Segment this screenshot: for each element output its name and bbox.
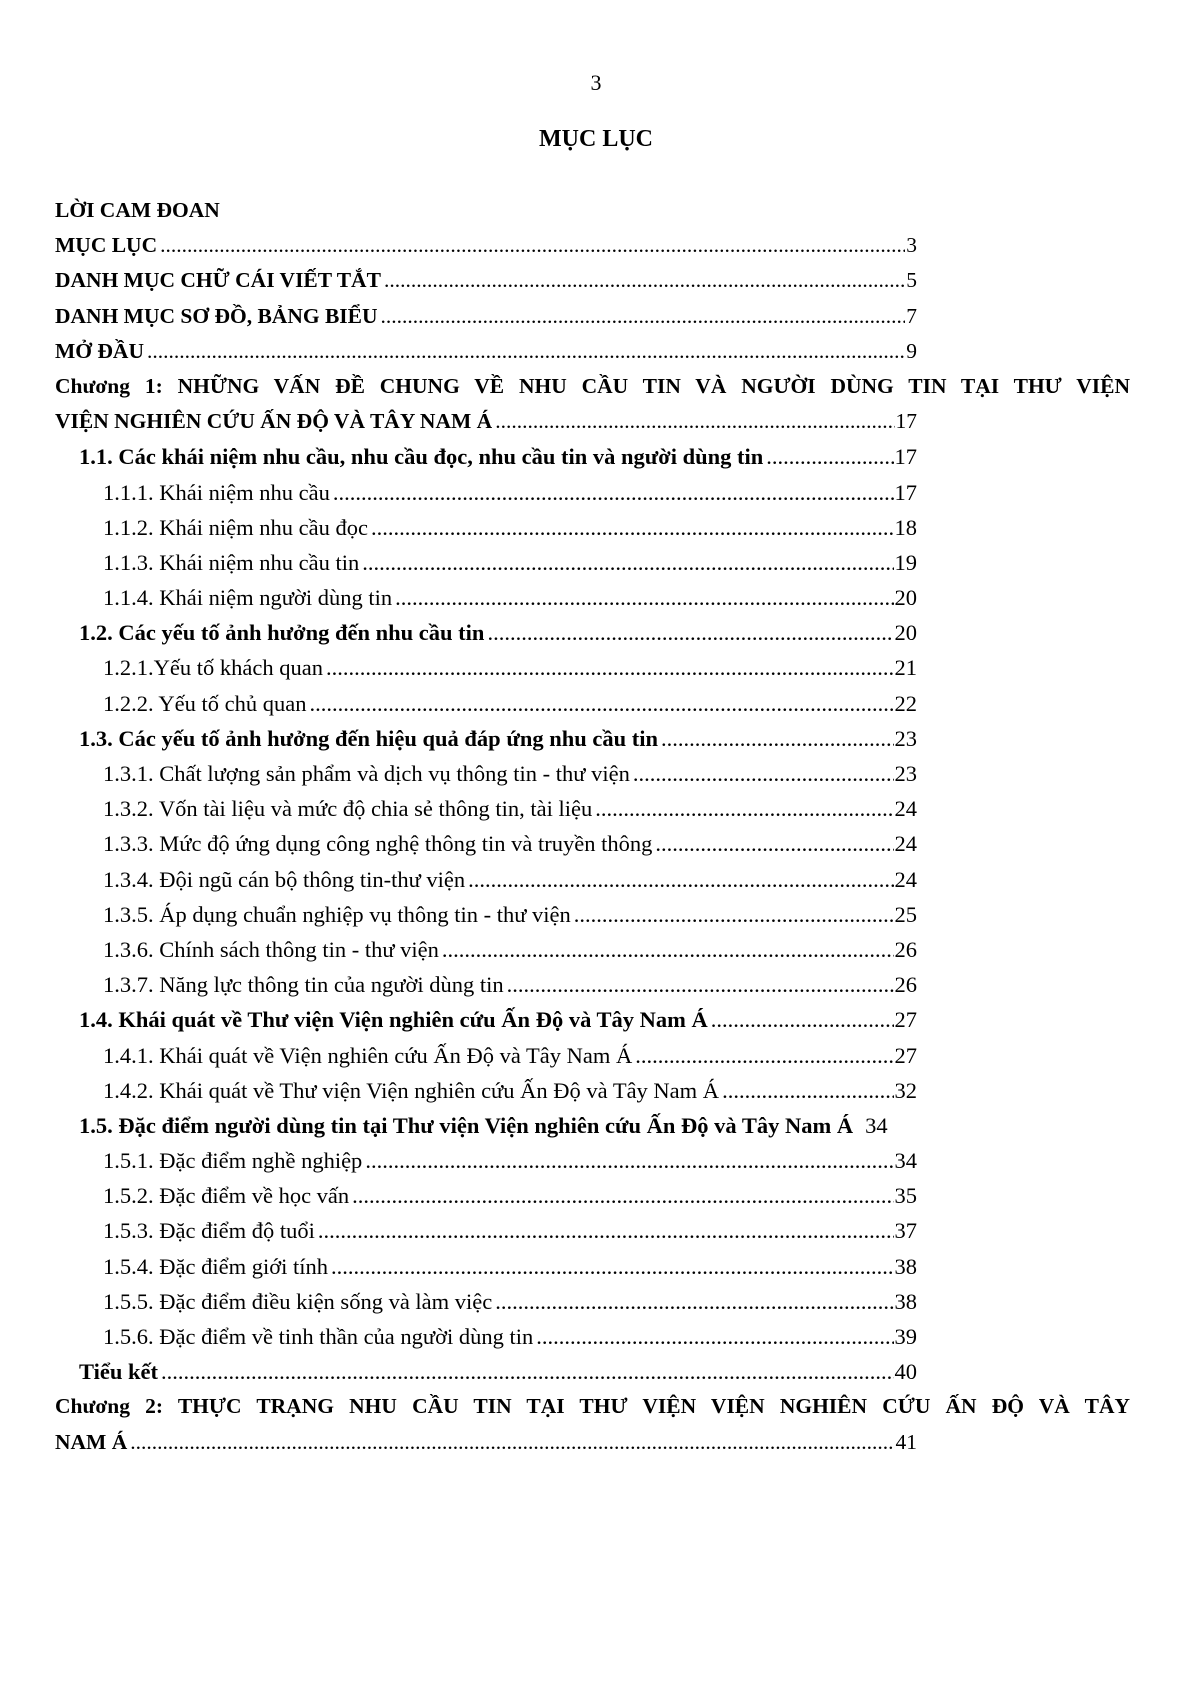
- dot-leader: [766, 439, 893, 474]
- toc-entry-1-4-2[interactable]: [55, 1073, 1130, 1108]
- page-title: MỤC LỤC: [539, 126, 653, 152]
- toc-page-number: 7: [906, 303, 917, 328]
- toc-entry-1-3-7[interactable]: [55, 967, 1130, 1002]
- toc-page-number: 27: [894, 1042, 917, 1068]
- dot-leader: [635, 1038, 893, 1073]
- toc-entry-1-5[interactable]: [55, 1108, 1130, 1143]
- toc-page-number: 25: [894, 901, 917, 927]
- toc-page-number: 3: [906, 233, 917, 258]
- toc-entry-1-1-4[interactable]: [55, 580, 1130, 615]
- toc-page-number: 19: [894, 549, 917, 575]
- toc-entry-1-2-1[interactable]: [55, 650, 1130, 685]
- toc-entry-title: 1.3.5. Áp dụng chuẩn nghiệp vụ thông tin - thư viện: [103, 901, 571, 927]
- toc-entry-title: MỤC LỤC: [55, 233, 158, 258]
- dot-leader: [711, 1002, 894, 1037]
- toc-page-number: 18: [894, 514, 917, 540]
- toc-entry-title: 1.3.6. Chính sách thông tin - thư viện: [103, 936, 439, 962]
- toc-page-number: 35: [894, 1183, 917, 1209]
- toc-page-number: 26: [894, 972, 917, 998]
- dot-leader: [574, 897, 894, 932]
- toc-entry-1-3-3[interactable]: [55, 826, 1130, 861]
- toc-page-number: 24: [894, 866, 917, 892]
- dot-leader: [331, 1249, 894, 1284]
- toc-entry-1-5-1[interactable]: [55, 1143, 1130, 1178]
- toc-entry-title: 1.5.4. Đặc điểm giới tính: [103, 1253, 328, 1279]
- toc-entry-title: 1.5.3. Đặc điểm độ tuổi: [103, 1218, 315, 1244]
- toc-entry-1-1[interactable]: [55, 439, 1130, 474]
- dot-leader: [468, 862, 893, 897]
- toc-entry-title: 1.2.2. Yếu tố chủ quan: [103, 690, 307, 716]
- toc-entry-title: 1.3.1. Chất lượng sản phẩm và dịch vụ thông tin - thư viện: [103, 761, 630, 786]
- toc-entry-title: 1.1.4. Khái niệm người dùng tin: [103, 585, 393, 611]
- dot-leader: [365, 1143, 893, 1178]
- toc-entry-muc-luc[interactable]: [55, 228, 1130, 263]
- toc-page-number: 24: [894, 831, 917, 857]
- dot-leader: [161, 1354, 894, 1389]
- toc-entry-title: 1.1. Các khái niệm nhu cầu, nhu cầu đọc, nhu cầu tin và người dùng tin: [79, 444, 764, 470]
- dot-leader: [655, 826, 893, 861]
- toc-entry-1-4-1[interactable]: [55, 1038, 1130, 1073]
- toc-entry-1-3-6[interactable]: [55, 932, 1130, 967]
- toc-entry-1-3-5[interactable]: [55, 897, 1130, 932]
- toc-entry-title: 1.4.2. Khái quát về Thư viện Viện nghiên cứu Ấn Độ và Tây Nam Á: [103, 1077, 720, 1103]
- toc-entry-title: 1.3.2. Vốn tài liệu và mức độ chia sẻ thông tin, tài liệu: [103, 796, 593, 822]
- toc-entry-1-3-1[interactable]: [55, 756, 1130, 791]
- dot-leader: [595, 791, 893, 826]
- dot-leader: [722, 1073, 893, 1108]
- toc-entry-title: Chương 2: THỰC TRẠNG NHU CẦU TIN TẠI THƯ VIỆN VIỆN NGHIÊN CỨU ẤN ĐỘ VÀ TÂY: [55, 1394, 1130, 1419]
- toc-entry-title: 1.5.2. Đặc điểm về học vấn: [103, 1183, 350, 1209]
- toc-page-number: 20: [894, 620, 917, 646]
- toc-page-number: 23: [894, 725, 917, 751]
- toc-entry-1-5-6[interactable]: [55, 1319, 1130, 1354]
- toc-entry-1-1-1[interactable]: [55, 475, 1130, 510]
- toc-entry-title: DANH MỤC SƠ ĐỒ, BẢNG BIỂU: [55, 303, 378, 328]
- dot-leader: [318, 1213, 894, 1248]
- dot-leader: [495, 1284, 893, 1319]
- dot-leader: [130, 1425, 894, 1460]
- dot-leader: [381, 299, 906, 334]
- dot-leader: [371, 510, 894, 545]
- toc-entry-1-5-3[interactable]: [55, 1213, 1130, 1248]
- toc-entry-title: 1.3.7. Năng lực thông tin của người dùng tin: [103, 972, 504, 998]
- toc-page-number: 26: [894, 936, 917, 962]
- dot-leader: [487, 615, 893, 650]
- toc-entry-title: 1.2. Các yếu tố ảnh hưởng đến nhu cầu tin: [79, 620, 485, 646]
- toc-entry-1-5-5[interactable]: [55, 1284, 1130, 1319]
- toc-entry-title: 1.5. Đặc điểm người dùng tin tại Thư viện Viện nghiên cứu Ấn Độ và Tây Nam Á: [79, 1112, 854, 1138]
- toc-entry-1-3[interactable]: [55, 721, 1130, 756]
- dot-leader: [147, 334, 905, 369]
- toc-entry-1-2[interactable]: [55, 615, 1130, 650]
- toc-entry-title: VIỆN NGHIÊN CỨU ẤN ĐỘ VÀ TÂY NAM Á: [55, 409, 493, 434]
- toc-entry-1-5-4[interactable]: [55, 1249, 1130, 1284]
- toc-page-number: 17: [895, 409, 917, 434]
- toc-entry-title: Tiểu kết: [79, 1359, 158, 1385]
- toc-page-number: 23: [894, 761, 917, 786]
- toc-entry-title: 1.5.1. Đặc điểm nghề nghiệp: [103, 1148, 363, 1174]
- toc-entry-1-3-4[interactable]: [55, 862, 1130, 897]
- toc-entry-title: 1.1.2. Khái niệm nhu cầu đọc: [103, 514, 368, 540]
- toc-page-number: 17: [894, 479, 917, 505]
- toc-page-number: 20: [894, 585, 917, 611]
- toc-entry-title: MỞ ĐẦU: [55, 338, 144, 363]
- toc-entry-title: 1.4. Khái quát về Thư viện Viện nghiên cứu Ấn Độ và Tây Nam Á: [79, 1007, 708, 1033]
- toc-entry-chuong-1-cont[interactable]: [55, 404, 1130, 439]
- toc-entry-tieu-ket[interactable]: [55, 1354, 1130, 1389]
- dot-leader: [362, 545, 893, 580]
- toc-entry-mo-dau[interactable]: [55, 334, 1130, 369]
- toc-entry-title: 1.2.1.Yếu tố khách quan: [103, 655, 323, 681]
- dot-leader: [326, 650, 894, 685]
- toc-page-number: 27: [894, 1007, 917, 1033]
- toc-entry-title: DANH MỤC CHỮ CÁI VIẾT TẮT: [55, 268, 381, 293]
- toc-entry-1-5-2[interactable]: [55, 1178, 1130, 1213]
- toc-page-number: 38: [894, 1253, 917, 1279]
- toc-page-number: 38: [894, 1288, 917, 1314]
- toc-entry-loi-cam-doan[interactable]: [55, 193, 1130, 228]
- toc-entry-1-3-2[interactable]: [55, 791, 1130, 826]
- toc-entry-danh-muc-so-do[interactable]: [55, 299, 1130, 334]
- toc-entry-title: Chương 1: NHỮNG VẤN ĐỀ CHUNG VỀ NHU CẦU TIN VÀ NGƯỜI DÙNG TIN TẠI THƯ VIỆN: [55, 373, 1130, 398]
- toc-entry-1-2-2[interactable]: [55, 686, 1130, 721]
- dot-leader: [507, 967, 894, 1002]
- toc-page-number: 21: [894, 655, 917, 681]
- toc-entry-1-1-2[interactable]: [55, 510, 1130, 545]
- toc-entry-title: 1.3. Các yếu tố ảnh hưởng đến hiệu quả đáp ứng nhu cầu tin: [79, 725, 659, 751]
- dot-leader: [395, 580, 893, 615]
- dot-leader: [442, 932, 894, 967]
- dot-leader: [633, 756, 894, 791]
- toc-page-number: 40: [894, 1359, 917, 1385]
- dot-leader: [536, 1319, 893, 1354]
- table-of-contents: [55, 193, 1130, 1460]
- toc-page-number: 24: [894, 796, 917, 822]
- dot-leader: [310, 686, 894, 721]
- dot-leader: [384, 263, 905, 298]
- toc-page-number: 39: [894, 1324, 917, 1349]
- toc-page-number: 17: [894, 444, 917, 470]
- dot-leader: [661, 721, 893, 756]
- toc-entry-1-4[interactable]: [55, 1002, 1130, 1037]
- toc-page-number: 37: [894, 1218, 917, 1244]
- toc-entry-title: 1.1.3. Khái niệm nhu cầu tin: [103, 549, 360, 575]
- toc-entry-title: LỜI CAM ĐOAN: [55, 198, 220, 222]
- toc-page-number: 32: [894, 1077, 917, 1103]
- toc-page-number: 5: [906, 268, 917, 293]
- toc-entry-title: 1.1.1. Khái niệm nhu cầu: [103, 479, 330, 505]
- toc-entry-danh-muc-chu-cai[interactable]: [55, 263, 1130, 298]
- toc-page-number: 34: [865, 1112, 888, 1138]
- toc-entry-chuong-2[interactable]: [55, 1389, 1130, 1424]
- dot-leader: [160, 228, 905, 263]
- toc-entry-title: NAM Á: [55, 1429, 128, 1454]
- toc-entry-title: 1.5.6. Đặc điểm về tinh thần của người dùng tin: [103, 1324, 534, 1349]
- toc-page-number: 34: [894, 1148, 917, 1174]
- toc-entry-title: 1.4.1. Khái quát về Viện nghiên cứu Ấn Độ và Tây Nam Á: [103, 1042, 633, 1068]
- dot-leader: [352, 1178, 893, 1213]
- page-number: 3: [590, 70, 602, 95]
- toc-entry-title: 1.5.5. Đặc điểm điều kiện sống và làm việc: [103, 1288, 493, 1314]
- toc-page-number: 22: [894, 690, 917, 716]
- toc-entry-title: 1.3.3. Mức độ ứng dụng công nghệ thông tin và truyền thông: [103, 831, 653, 857]
- dot-leader: [495, 404, 894, 439]
- dot-leader: [333, 475, 894, 510]
- toc-entry-chuong-2-cont[interactable]: [55, 1425, 1130, 1460]
- toc-page-number: 41: [895, 1429, 917, 1454]
- toc-entry-1-1-3[interactable]: [55, 545, 1130, 580]
- toc-page-number: 9: [906, 338, 917, 363]
- toc-entry-chuong-1[interactable]: [55, 369, 1130, 404]
- toc-entry-title: 1.3.4. Đội ngũ cán bộ thông tin-thư viện: [103, 866, 466, 892]
